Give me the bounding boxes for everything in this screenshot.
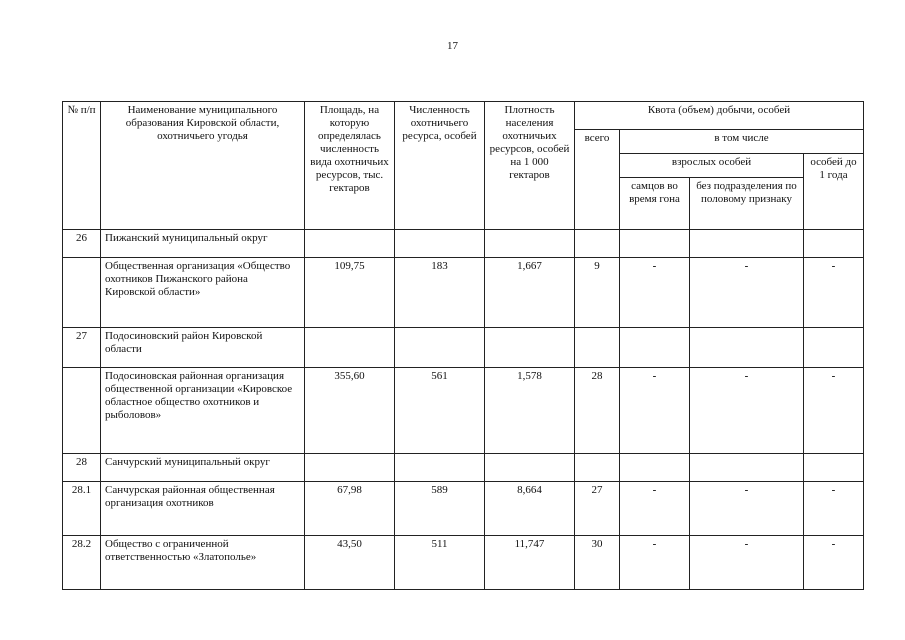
cell-nosex: [690, 230, 804, 258]
cell-total: 28: [575, 368, 620, 454]
cell-nosex: [690, 328, 804, 368]
cell-count: 589: [395, 482, 485, 536]
cell-area: 355,60: [305, 368, 395, 454]
cell-young: [804, 230, 864, 258]
cell-nosex: -: [690, 536, 804, 590]
table-row: [63, 454, 864, 482]
cell-name: Общество с ограниченной ответственностью «Златополье»: [101, 536, 305, 590]
cell-num: [63, 368, 101, 454]
header-including: в том числе: [620, 130, 864, 154]
cell-count: [395, 230, 485, 258]
cell-count: [395, 328, 485, 368]
cell-num: 27: [63, 328, 101, 368]
cell-total: 30: [575, 536, 620, 590]
cell-area: 67,98: [305, 482, 395, 536]
cell-males: -: [620, 368, 690, 454]
header-males-rut: самцов во время гона: [620, 178, 690, 230]
table-row: [63, 230, 864, 258]
cell-total: 9: [575, 258, 620, 328]
cell-young: -: [804, 258, 864, 328]
cell-num: 28.2: [63, 536, 101, 590]
cell-total: 27: [575, 482, 620, 536]
cell-area: 109,75: [305, 258, 395, 328]
header-count: Численность охотничьего ресурса, особей: [395, 102, 485, 230]
cell-young: -: [804, 482, 864, 536]
cell-area: [305, 328, 395, 368]
cell-name: Подосиновская районная организация общественной организации «Кировское областное общество охотников и рыболовов»: [101, 368, 305, 454]
cell-num: 28: [63, 454, 101, 482]
cell-nosex: -: [690, 482, 804, 536]
cell-count: 511: [395, 536, 485, 590]
header-row-1: [63, 102, 864, 130]
cell-males: [620, 454, 690, 482]
header-no-sex-division: без подразделения по половому признаку: [690, 178, 804, 230]
header-quota: Квота (объем) добычи, особей: [575, 102, 864, 130]
cell-total: [575, 230, 620, 258]
table-row: [63, 482, 864, 536]
cell-density: 1,578: [485, 368, 575, 454]
cell-density: 8,664: [485, 482, 575, 536]
cell-young: [804, 328, 864, 368]
cell-density: 11,747: [485, 536, 575, 590]
page-number: 17: [447, 40, 458, 52]
cell-total: [575, 328, 620, 368]
cell-name: Подосиновский район Кировской области: [101, 328, 305, 368]
header-under-one-year: особей до 1 года: [804, 154, 864, 230]
cell-males: [620, 230, 690, 258]
cell-area: [305, 454, 395, 482]
cell-young: [804, 454, 864, 482]
cell-num: [63, 258, 101, 328]
cell-young: -: [804, 368, 864, 454]
header-total: всего: [575, 130, 620, 230]
cell-density: [485, 230, 575, 258]
header-density: Плотность населения охотничьих ресурсов, особей на 1 000 гектаров: [485, 102, 575, 230]
cell-area: 43,50: [305, 536, 395, 590]
cell-count: 183: [395, 258, 485, 328]
cell-name: Санчурская районная общественная организация охотников: [101, 482, 305, 536]
cell-name: Пижанский муниципальный округ: [101, 230, 305, 258]
cell-count: 561: [395, 368, 485, 454]
cell-name: Санчурский муниципальный округ: [101, 454, 305, 482]
cell-nosex: -: [690, 258, 804, 328]
cell-nosex: [690, 454, 804, 482]
cell-total: [575, 454, 620, 482]
cell-count: [395, 454, 485, 482]
cell-males: [620, 328, 690, 368]
cell-density: [485, 454, 575, 482]
cell-name: Общественная организация «Общество охотников Пижанского района Кировской области»: [101, 258, 305, 328]
table-row: [63, 258, 864, 328]
header-name: Наименование муниципального образования Кировской области, охотничьего угодья: [101, 102, 305, 230]
header-num: № п/п: [63, 102, 101, 230]
cell-density: 1,667: [485, 258, 575, 328]
cell-density: [485, 328, 575, 368]
cell-nosex: -: [690, 368, 804, 454]
cell-num: 28.1: [63, 482, 101, 536]
cell-young: -: [804, 536, 864, 590]
table-row: [63, 536, 864, 590]
cell-num: 26: [63, 230, 101, 258]
table-row: [63, 328, 864, 368]
header-area: Площадь, на которую определялась численность вида охотничьих ресурсов, тыс. гектаров: [305, 102, 395, 230]
cell-area: [305, 230, 395, 258]
cell-males: -: [620, 258, 690, 328]
table-row: [63, 368, 864, 454]
quota-table: [62, 101, 864, 590]
cell-males: -: [620, 536, 690, 590]
cell-males: -: [620, 482, 690, 536]
header-adults: взрослых особей: [620, 154, 804, 178]
